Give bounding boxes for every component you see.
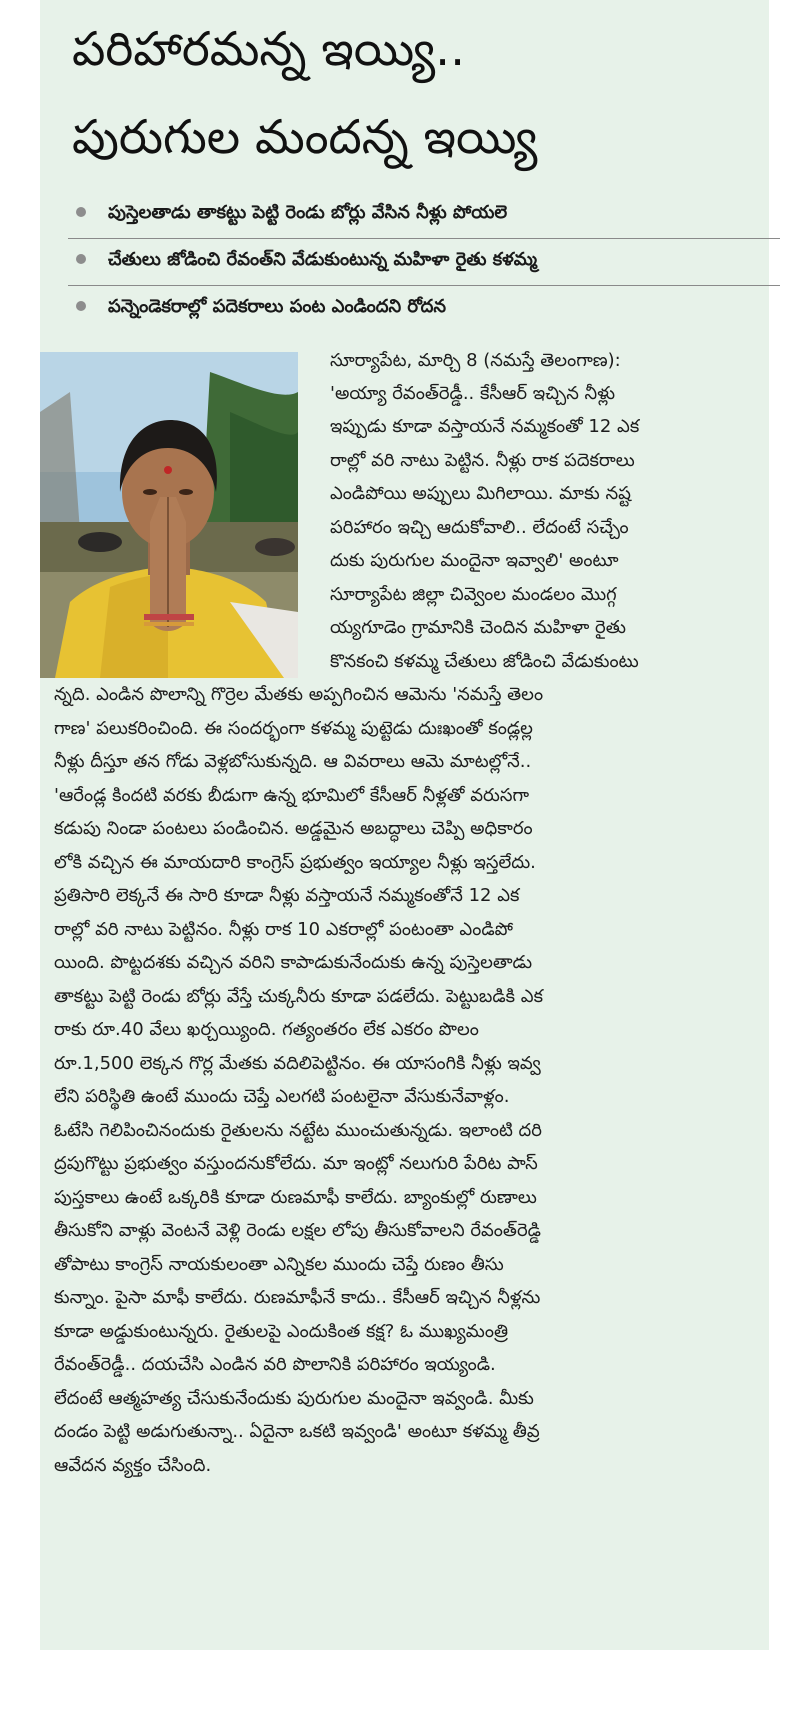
farmer-photo bbox=[40, 352, 298, 678]
article-line: ప్రతిసారి లెక్కనే ఈ సారి కూడా నీళ్లు వస్తాయనే నమ్మకంతోనే 12 ఎక bbox=[54, 885, 520, 906]
woman-praying-illustration bbox=[40, 352, 298, 678]
article-line: 'ఆరేండ్ల కిందటి వరకు బీడుగా ఉన్న భూమిలో కేసీఆర్ నీళ్లతో వరుసగా bbox=[54, 785, 530, 806]
article-line: కొనకంచి కళమ్మ చేతులు జోడించి వేడుకుంటు bbox=[330, 651, 639, 672]
subheadline-text: పుస్తెలతాడు తాకట్టు పెట్టి రెండు బోర్లు వేసిన నీళ్లు పోయలె bbox=[108, 202, 508, 223]
article-line: న్నది. ఎండిన పొలాన్ని గొర్రెల మేతకు అప్పగించిన ఆమెను 'నమస్తే తెలం bbox=[54, 684, 544, 705]
article-line: లోకి వచ్చిన ఈ మాయదారి కాంగ్రెస్ ప్రభుత్వం ఇయ్యాల నీళ్లు ఇస్తలేదు. bbox=[54, 852, 536, 873]
article-line: 'అయ్యా రేవంత్‌రెడ్డీ.. కేసీఆర్ ఇచ్చిన నీళ్లు bbox=[330, 383, 616, 404]
article-line: తోపాటు కాంగ్రెస్ నాయకులంతా ఎన్నికల ముందు చెప్తే రుణం తీసు bbox=[54, 1254, 504, 1275]
subheadline bbox=[68, 192, 780, 239]
subheadlines bbox=[68, 192, 780, 332]
article-line: పరిహారం ఇచ్చి ఆదుకోవాలి.. లేదంటే సచ్చేం bbox=[330, 517, 629, 538]
article-line: కడుపు నిండా పంటలు పండించిన. అడ్డమైన అబద్ధాలు చెప్పి అధికారం bbox=[54, 818, 533, 839]
headline-line-1: పరిహారమన్న ఇయ్యి.. bbox=[72, 22, 466, 77]
article-line: య్యగూడెం గ్రామానికి చెందిన మహిళా రైతు bbox=[330, 617, 626, 638]
article-line: కూడా అడ్డుకుంటున్నరు. రైతులపై ఎందుకింత కక్ష? ఓ ముఖ్యమంత్రి bbox=[54, 1321, 509, 1342]
article-line: పుస్తకాలు ఉంటే ఒక్కరికి కూడా రుణమాఫీ కాలేదు. బ్యాంకుల్లో రుణాలు bbox=[54, 1187, 537, 1208]
article-line: ఇప్పుడు కూడా వస్తాయనే నమ్మకంతో 12 ఎక bbox=[330, 416, 640, 437]
bullet-icon bbox=[76, 207, 86, 217]
article-line: ఆవేదన వ్యక్తం చేసింది. bbox=[54, 1455, 212, 1476]
article-line: ఓటేసి గెలిపించినందుకు రైతులను నట్టేట ముంచుతున్నడు. ఇలాంటి దరి bbox=[54, 1120, 542, 1141]
article-line: రాల్లో వరి నాటు పెట్టిన. నీళ్లు రాక పదెకరాలు bbox=[330, 450, 635, 471]
article-line: రాకు రూ.40 వేలు ఖర్చయ్యింది. గత్యంతరం లేక ఎకరం పొలం bbox=[54, 1019, 479, 1040]
article-line: కున్నాం. పైసా మాఫీ కాలేదు. రుణమాఫీనే కాదు.. కేసీఆర్ ఇచ్చిన నీళ్లను bbox=[54, 1287, 541, 1308]
article-line: నీళ్లు దీస్తూ తన గోడు వెళ్లబోసుకున్నది. ఆ వివరాలు ఆమె మాటల్లోనే.. bbox=[54, 751, 532, 772]
article-line: రేవంత్‌రెడ్డీ.. దయచేసి ఎండిన వరి పొలానికి పరిహారం ఇయ్యండి. bbox=[54, 1354, 496, 1375]
article-line: లేదంటే ఆత్మహత్య చేసుకునేందుకు పురుగుల మందైనా ఇవ్వండి. మీకు bbox=[54, 1388, 534, 1409]
article-line: లేని పరిస్థితి ఉంటే ముందు చెప్తే ఎలగటి పంటలైనా వేసుకునేవాళ్లం. bbox=[54, 1086, 510, 1107]
article-line: సూర్యాపేట జిల్లా చివ్వెంల మండలం మొగ్గ bbox=[330, 584, 617, 605]
article-line: తీసుకోని వాళ్లు వెంటనే వెళ్లి రెండు లక్షల లోపు తీసుకోవాలని రేవంత్‌రెడ్డి bbox=[54, 1220, 541, 1241]
article-line: రాల్లో వరి నాటు పెట్టినం. నీళ్లు రాక 10 ఎకరాల్లో పంటంతా ఎండిపో bbox=[54, 919, 513, 940]
article-line: తాకట్టు పెట్టి రెండు బోర్లు వేస్తే చుక్కనీరు కూడా పడలేదు. పెట్టుబడికి ఎక bbox=[54, 986, 543, 1007]
subheadline-text: చేతులు జోడించి రేవంత్‌ని వేడుకుంటున్న మహిళా రైతు కళమ్మ bbox=[108, 249, 538, 270]
article-line: దండం పెట్టి అడుగుతున్నా.. ఏదైనా ఒకటి ఇవ్వండి' అంటూ కళమ్మ తీవ్ర bbox=[54, 1421, 540, 1442]
newspaper-clipping bbox=[40, 0, 769, 1650]
article-dateline: సూర్యాపేట, మార్చి 8 (నమస్తే తెలంగాణ): bbox=[330, 350, 621, 371]
bullet-icon bbox=[76, 254, 86, 264]
article-line: ఎండిపోయి అప్పులు మిగిలాయి. మాకు నష్ట bbox=[330, 483, 631, 504]
subheadline-text: పన్నెండెకరాల్లో పదెకరాలు పంట ఎండిందని రోదన bbox=[108, 296, 447, 317]
headline-line-2: పురుగుల మందన్న ఇయ్యి bbox=[72, 110, 538, 165]
subheadline bbox=[68, 239, 780, 286]
article-line: దుకు పురుగుల మందైనా ఇవ్వాలి' అంటూ bbox=[330, 550, 619, 571]
article-line: గాణ' పలుకరించింది. ఈ సందర్భంగా కళమ్మ పుట్టెడు దుఃఖంతో కండ్లల్ల bbox=[54, 718, 533, 739]
article-line: ద్రపుగొట్టు ప్రభుత్వం వస్తుందనుకోలేదు. మా ఇంట్లో నలుగురి పేరిట పాస్ bbox=[54, 1153, 538, 1174]
bullet-icon bbox=[76, 301, 86, 311]
subheadline bbox=[68, 286, 780, 332]
article-line: రూ.1,500 లెక్కన గొర్ల మేతకు వదిలిపెట్టినం. ఈ యాసంగికి నీళ్లు ఇవ్వ bbox=[54, 1053, 541, 1074]
article-line: యింది. పొట్టదశకు వచ్చిన వరిని కాపాడుకునేందుకు ఉన్న పుస్తెలతాడు bbox=[54, 952, 533, 973]
